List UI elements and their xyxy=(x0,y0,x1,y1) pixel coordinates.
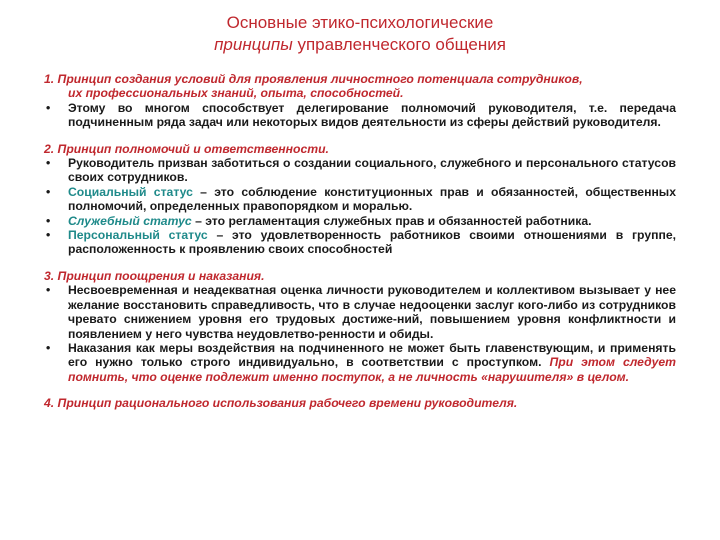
bullet-icon: • xyxy=(46,283,51,298)
section-3-bullet-2-text: Наказания как меры воздействия на подчиненного не может быть главенствующим, и применять его нужно только строго индивидуально, в соответствии с проступком. xyxy=(68,340,676,370)
section-4 xyxy=(44,396,676,410)
title-line-2-rest: управленческого общения xyxy=(292,35,506,54)
section-2-bullet-1-text: Руководитель призван заботиться о создании социального, служебного и персонального статусов своих сотрудников. xyxy=(68,156,676,185)
section-2-bullet-2 xyxy=(44,185,676,214)
title-line-1: Основные этико-психологические xyxy=(226,13,494,32)
bullet-icon: • xyxy=(46,213,51,228)
section-4-heading: 4. Принцип рационального использования рабочего времени руководителя. xyxy=(44,396,518,411)
bullet-icon: • xyxy=(46,100,51,115)
social-status-definition: – это соблюдение конституционных прав и обязанностей, общественных полномочий, определенных правопорядком и моралью. xyxy=(68,184,676,214)
section-3-bullet-2-note: При этом следует помнить, что оценке подлежит именно поступок, а не личность «нарушителя» в целом. xyxy=(68,355,677,384)
bullet-icon: • xyxy=(46,184,51,199)
service-status-term: Служебный статус xyxy=(68,213,192,228)
section-2 xyxy=(44,142,676,257)
section-3-heading: 3. Принцип поощрения и наказания. xyxy=(44,268,265,283)
section-3 xyxy=(44,269,676,384)
section-2-bullet-1 xyxy=(44,156,676,185)
section-1-bullet-1-text: Этому во многом способствует делегирование полномочий руководителя, т.е. передача подчиненным ряда задач или некоторых видов деятельности из сферы действий руководителя. xyxy=(68,100,676,130)
section-1-heading-line-2: их профессиональных знаний, опыта, способностей. xyxy=(68,86,404,101)
bullet-icon: • xyxy=(46,340,51,355)
personal-status-definition: – это удовлетворенность работников своими отношениями в группе, расположенность к проявлению своих способностей xyxy=(68,228,676,257)
section-1 xyxy=(44,72,676,130)
service-status-definition: – это регламентация служебных прав и обязанностей работника. xyxy=(191,213,592,228)
section-1-bullet-1 xyxy=(44,101,676,130)
title-line-2 xyxy=(0,34,720,56)
section-2-bullet-3 xyxy=(44,214,676,228)
slide-title xyxy=(0,12,720,56)
section-3-bullet-1 xyxy=(44,283,676,341)
section-3-bullet-1-text: Несвоевременная и неадекватная оценка личности руководителем и коллективом вызывает у нее желание восстановить справедливость, что в случае недооценки заслуг кого-либо из сотрудников чревато снижением уровня его трудовых достиже-ний, повышением уровня конфликтности и появлением у него чувства неудовлетво-ренности и обиды. xyxy=(68,283,676,341)
section-2-heading: 2. Принцип полномочий и ответственности. xyxy=(44,141,329,156)
section-2-bullet-4 xyxy=(44,228,676,257)
section-1-heading-line-1: 1. Принцип создания условий для проявления личностного потенциала сотрудников, xyxy=(44,72,583,86)
personal-status-term: Персональный статус xyxy=(68,228,208,243)
slide-content xyxy=(44,72,676,423)
section-1-heading xyxy=(44,72,676,101)
social-status-term: Социальный статус xyxy=(68,184,193,199)
bullet-icon: • xyxy=(46,156,51,171)
bullet-icon: • xyxy=(46,228,51,243)
section-3-bullet-2 xyxy=(44,341,676,384)
title-italic-word: принципы xyxy=(214,35,293,54)
